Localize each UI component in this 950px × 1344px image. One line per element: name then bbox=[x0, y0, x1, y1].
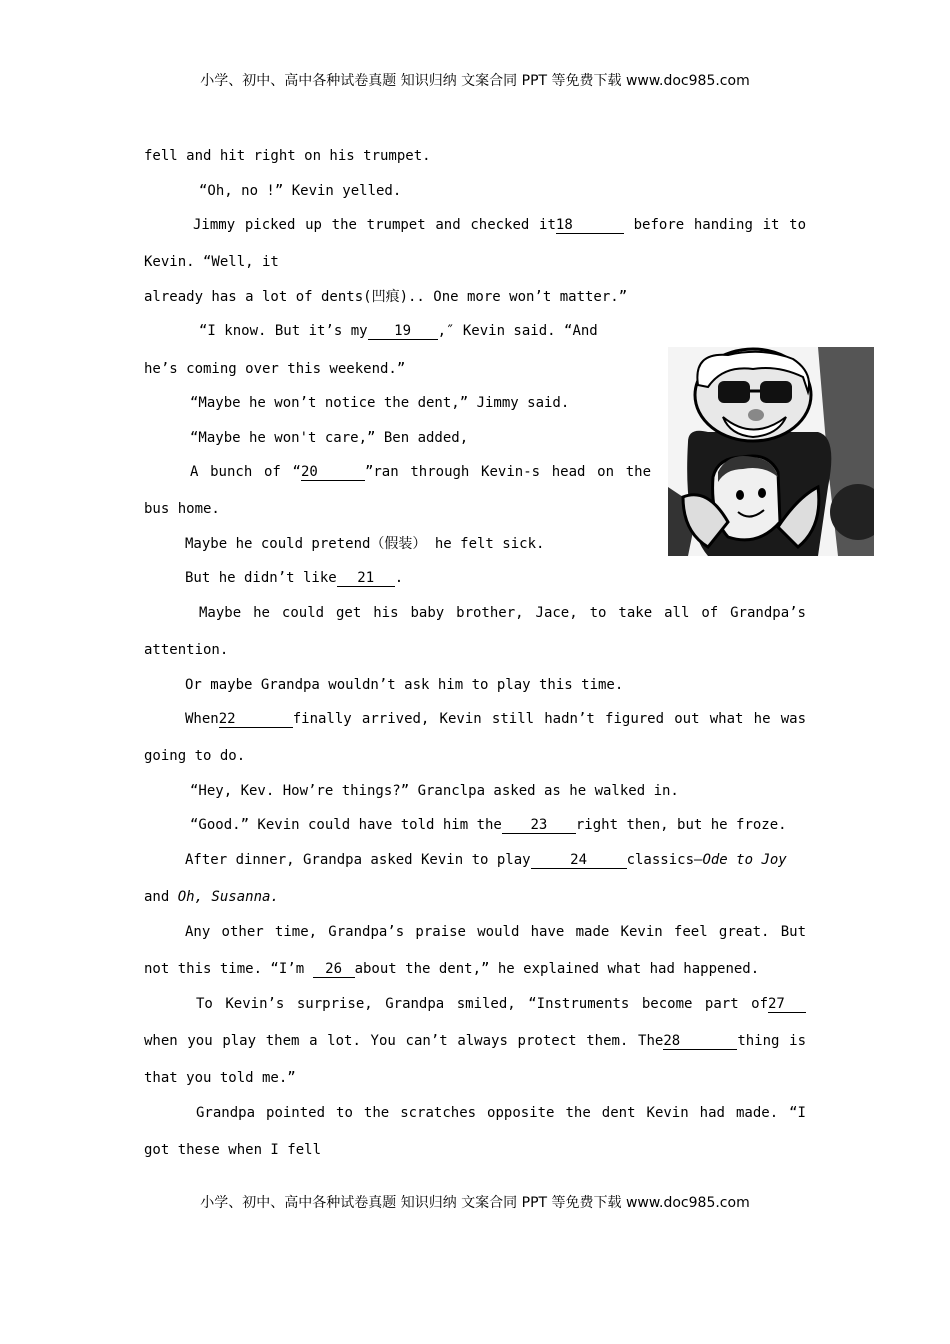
blank-23[interactable]: 23 bbox=[502, 817, 576, 834]
text-line: Kevin. “Well, it bbox=[144, 254, 279, 270]
text-line: “Maybe he won't care,” Ben added, bbox=[190, 430, 469, 446]
text-line: “Maybe he won’t notice the dent,” Jimmy said. bbox=[190, 395, 570, 411]
text-line: that you told me.” bbox=[144, 1070, 296, 1086]
blank-24[interactable]: 24 bbox=[531, 852, 627, 869]
blank-20[interactable]: 20 bbox=[301, 464, 365, 481]
blank-19[interactable]: 19 bbox=[368, 323, 438, 340]
text-line: When22 finally arrived, Kevin still hadn’t figured out what he was bbox=[185, 711, 806, 727]
text-line: A bunch of “20 ”ran through Kevin-s head on the bbox=[190, 464, 651, 480]
text-line: “Good.” Kevin could have told him the 23 right then, but he froze. bbox=[190, 817, 787, 833]
grandpa-hugging-boy-illustration bbox=[668, 347, 874, 556]
text-line: Maybe he could get his baby brother, Jace, to take all of Grandpa’s bbox=[199, 605, 806, 621]
text-line: Any other time, Grandpa’s praise would have made Kevin feel great. But bbox=[185, 924, 806, 940]
text-line: Or maybe Grandpa wouldn’t ask him to play this time. bbox=[185, 677, 624, 693]
text-line: To Kevin’s surprise, Grandpa smiled, “Instruments become part of27 bbox=[196, 995, 806, 1013]
blank-26[interactable]: 26 bbox=[313, 961, 355, 978]
text-line: “I know. But it’s my 19 ,″ Kevin said. “And bbox=[199, 323, 598, 339]
text-line: bus home. bbox=[144, 501, 220, 517]
text-line: got these when I fell bbox=[144, 1142, 322, 1158]
blank-27[interactable]: 27 bbox=[768, 996, 806, 1013]
blank-28[interactable]: 28 bbox=[663, 1033, 737, 1050]
song-title: Ode to Joy bbox=[702, 852, 787, 868]
song-title: Oh, Susanna. bbox=[177, 889, 279, 905]
blank-18[interactable]: 18 bbox=[556, 217, 624, 234]
page-footer: 小学、初中、高中各种试卷真题 知识归纳 文案合同 PPT 等免费下载 www.doc985.com bbox=[200, 1195, 750, 1211]
text-line: already has a lot of dents(凹痕).. One more won’t matter.” bbox=[144, 289, 628, 305]
text-line: “Oh, no !” Kevin yelled. bbox=[199, 183, 402, 199]
text-line: fell and hit right on his trumpet. bbox=[144, 148, 431, 164]
blank-21[interactable]: 21 bbox=[337, 570, 395, 587]
blank-22[interactable]: 22 bbox=[219, 711, 293, 728]
text-line: attention. bbox=[144, 642, 229, 658]
text-line: going to do. bbox=[144, 748, 246, 764]
text-line: Grandpa pointed to the scratches opposite the dent Kevin had made. “I bbox=[196, 1105, 806, 1121]
text-line: he’s coming over this weekend.” bbox=[144, 361, 406, 377]
text-line: and Oh, Susanna. bbox=[144, 889, 279, 905]
text-line: Jimmy picked up the trumpet and checked it18 before handing it to bbox=[193, 217, 806, 233]
text-line: not this time. “I’m 26 about the dent,” he explained what had happened. bbox=[144, 961, 760, 977]
page-header: 小学、初中、高中各种试卷真题 知识归纳 文案合同 PPT 等免费下载 www.doc985.com bbox=[200, 73, 750, 89]
text-line: when you play them a lot. You can’t always protect them. The28 thing is bbox=[144, 1033, 806, 1049]
text-line: But he didn’t like 21 . bbox=[185, 570, 404, 586]
text-line: “Hey, Kev. How’re things?” Granclpa asked as he walked in. bbox=[190, 783, 679, 799]
text-line: After dinner, Grandpa asked Kevin to play 24 classics—Ode to Joy bbox=[185, 852, 787, 868]
text-line: Maybe he could pretend（假装） he felt sick. bbox=[185, 536, 545, 552]
